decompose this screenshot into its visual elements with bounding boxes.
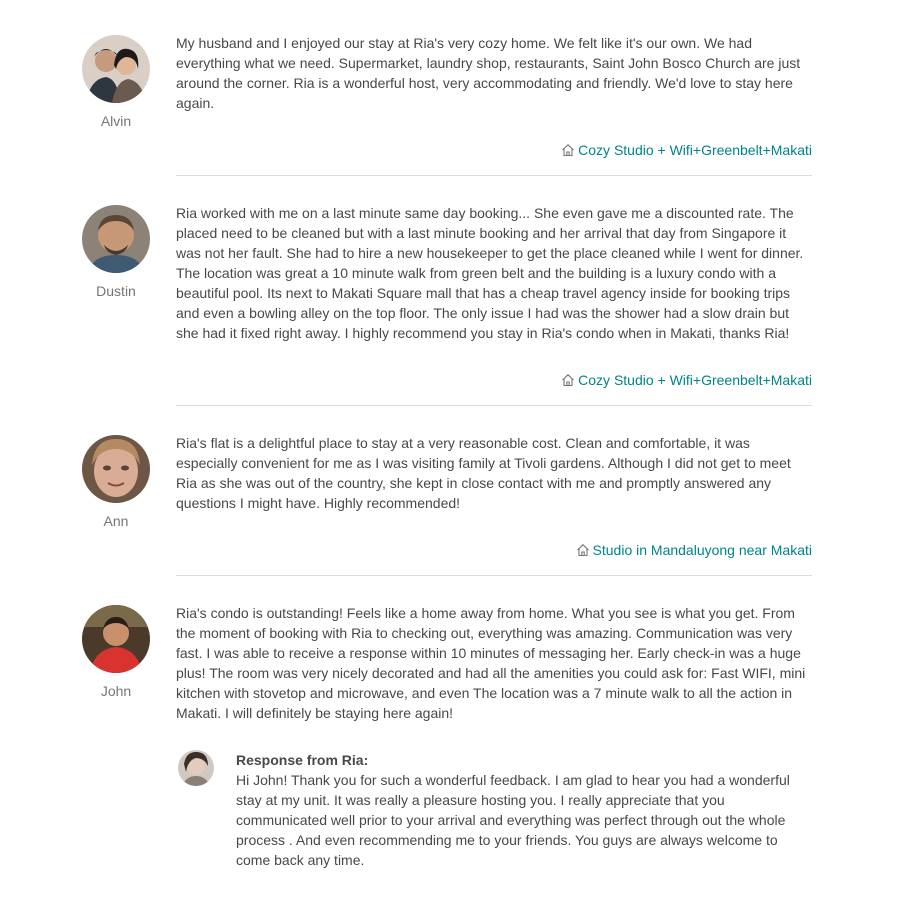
avatar[interactable] [82, 605, 150, 673]
reviewer [82, 205, 150, 299]
reviewer [82, 435, 150, 529]
reviewer-name[interactable]: Alvin [100, 113, 132, 129]
avatar[interactable] [82, 35, 150, 103]
divider [176, 405, 812, 406]
divider [176, 175, 812, 176]
host-avatar[interactable] [178, 750, 214, 786]
reviewer-name[interactable]: Dustin [96, 283, 136, 299]
reviewer-name[interactable]: John [100, 683, 132, 699]
host-response [176, 750, 812, 880]
reviewer-name[interactable]: Ann [103, 513, 129, 529]
listing-link-label[interactable]: Cozy Studio + Wifi+Greenbelt+Makati [578, 372, 812, 388]
reviewer [82, 605, 150, 699]
listing-link[interactable] [561, 140, 812, 160]
listing-link-label[interactable]: Cozy Studio + Wifi+Greenbelt+Makati [578, 142, 812, 158]
listing-link[interactable] [561, 370, 812, 390]
avatar[interactable] [82, 435, 150, 503]
divider [176, 575, 812, 576]
review-text: Ria's condo is outstanding! Feels like a home away from home. What you see is what you get. From the moment of booking with Ria to checking out, everything was amazing. Communication was very fast. I was able to receive a response within 10 minutes of messaging her. Early check-in was a huge plus! The room was very nicely decorated and had all the amenities you could ask for: Fast WIFI, mini kitchen with stovetop and microwave, and even The location was a 7 minute walk to all the action in Makati. I will definitely be staying here again! [176, 605, 806, 721]
listing-link[interactable] [576, 540, 812, 560]
house-icon [576, 543, 590, 557]
house-icon [561, 373, 575, 387]
response-text: Hi John! Thank you for such a wonderful feedback. I am glad to hear you had a wonderful stay at my unit. It was really a pleasure hosting you. I really appreciate that you communicated well prior to your arrival and everything was perfect through out the whole process . And even recommending me to your friends. You guys are always welcome to come back any time. [236, 772, 790, 868]
review-text: My husband and I enjoyed our stay at Ria's very cozy home. We felt like it's our own. We had everything what we need. Supermarket, laundry shop, restaurants, Saint John Bosco Church are just around the corner. Ria is a wonderful host, very accommodating and friendly. We'd love to stay here again. [176, 35, 801, 111]
reviewer [82, 35, 150, 129]
listing-link-label[interactable]: Studio in Mandaluyong near Makati [592, 542, 812, 558]
house-icon [561, 143, 575, 157]
review-text: Ria's flat is a delightful place to stay at a very reasonable cost. Clean and comfortable, it was especially convenient for me as I was visiting family at Tivoli gardens. Although I did not get to meet Ria as she was out of the country, she kept in close contact with me and promptly answered any questions I might have. Highly recommended! [176, 435, 791, 511]
review-text: Ria worked with me on a last minute same day booking... She even gave me a discounted rate. The placed need to be cleaned but with a last minute booking and her arrival that day from Singapore it was not her fault. She had to hire a new housekeeper to get the place cleaned while I went for dinner. The location was great a 10 minute walk from green belt and the building is a luxury condo with a beautiful pool. Its next to Makati Square mall that has a cheap travel agency inside for booking trips and even a bowling alley on the top floor. The only issue I had was the shower had a slow drain but she had it fixed right away. I highly recommend you stay in Ria's condo when in Makati, thanks Ria! [176, 205, 804, 341]
response-title: Response from Ria: [236, 752, 369, 768]
avatar[interactable] [82, 205, 150, 273]
